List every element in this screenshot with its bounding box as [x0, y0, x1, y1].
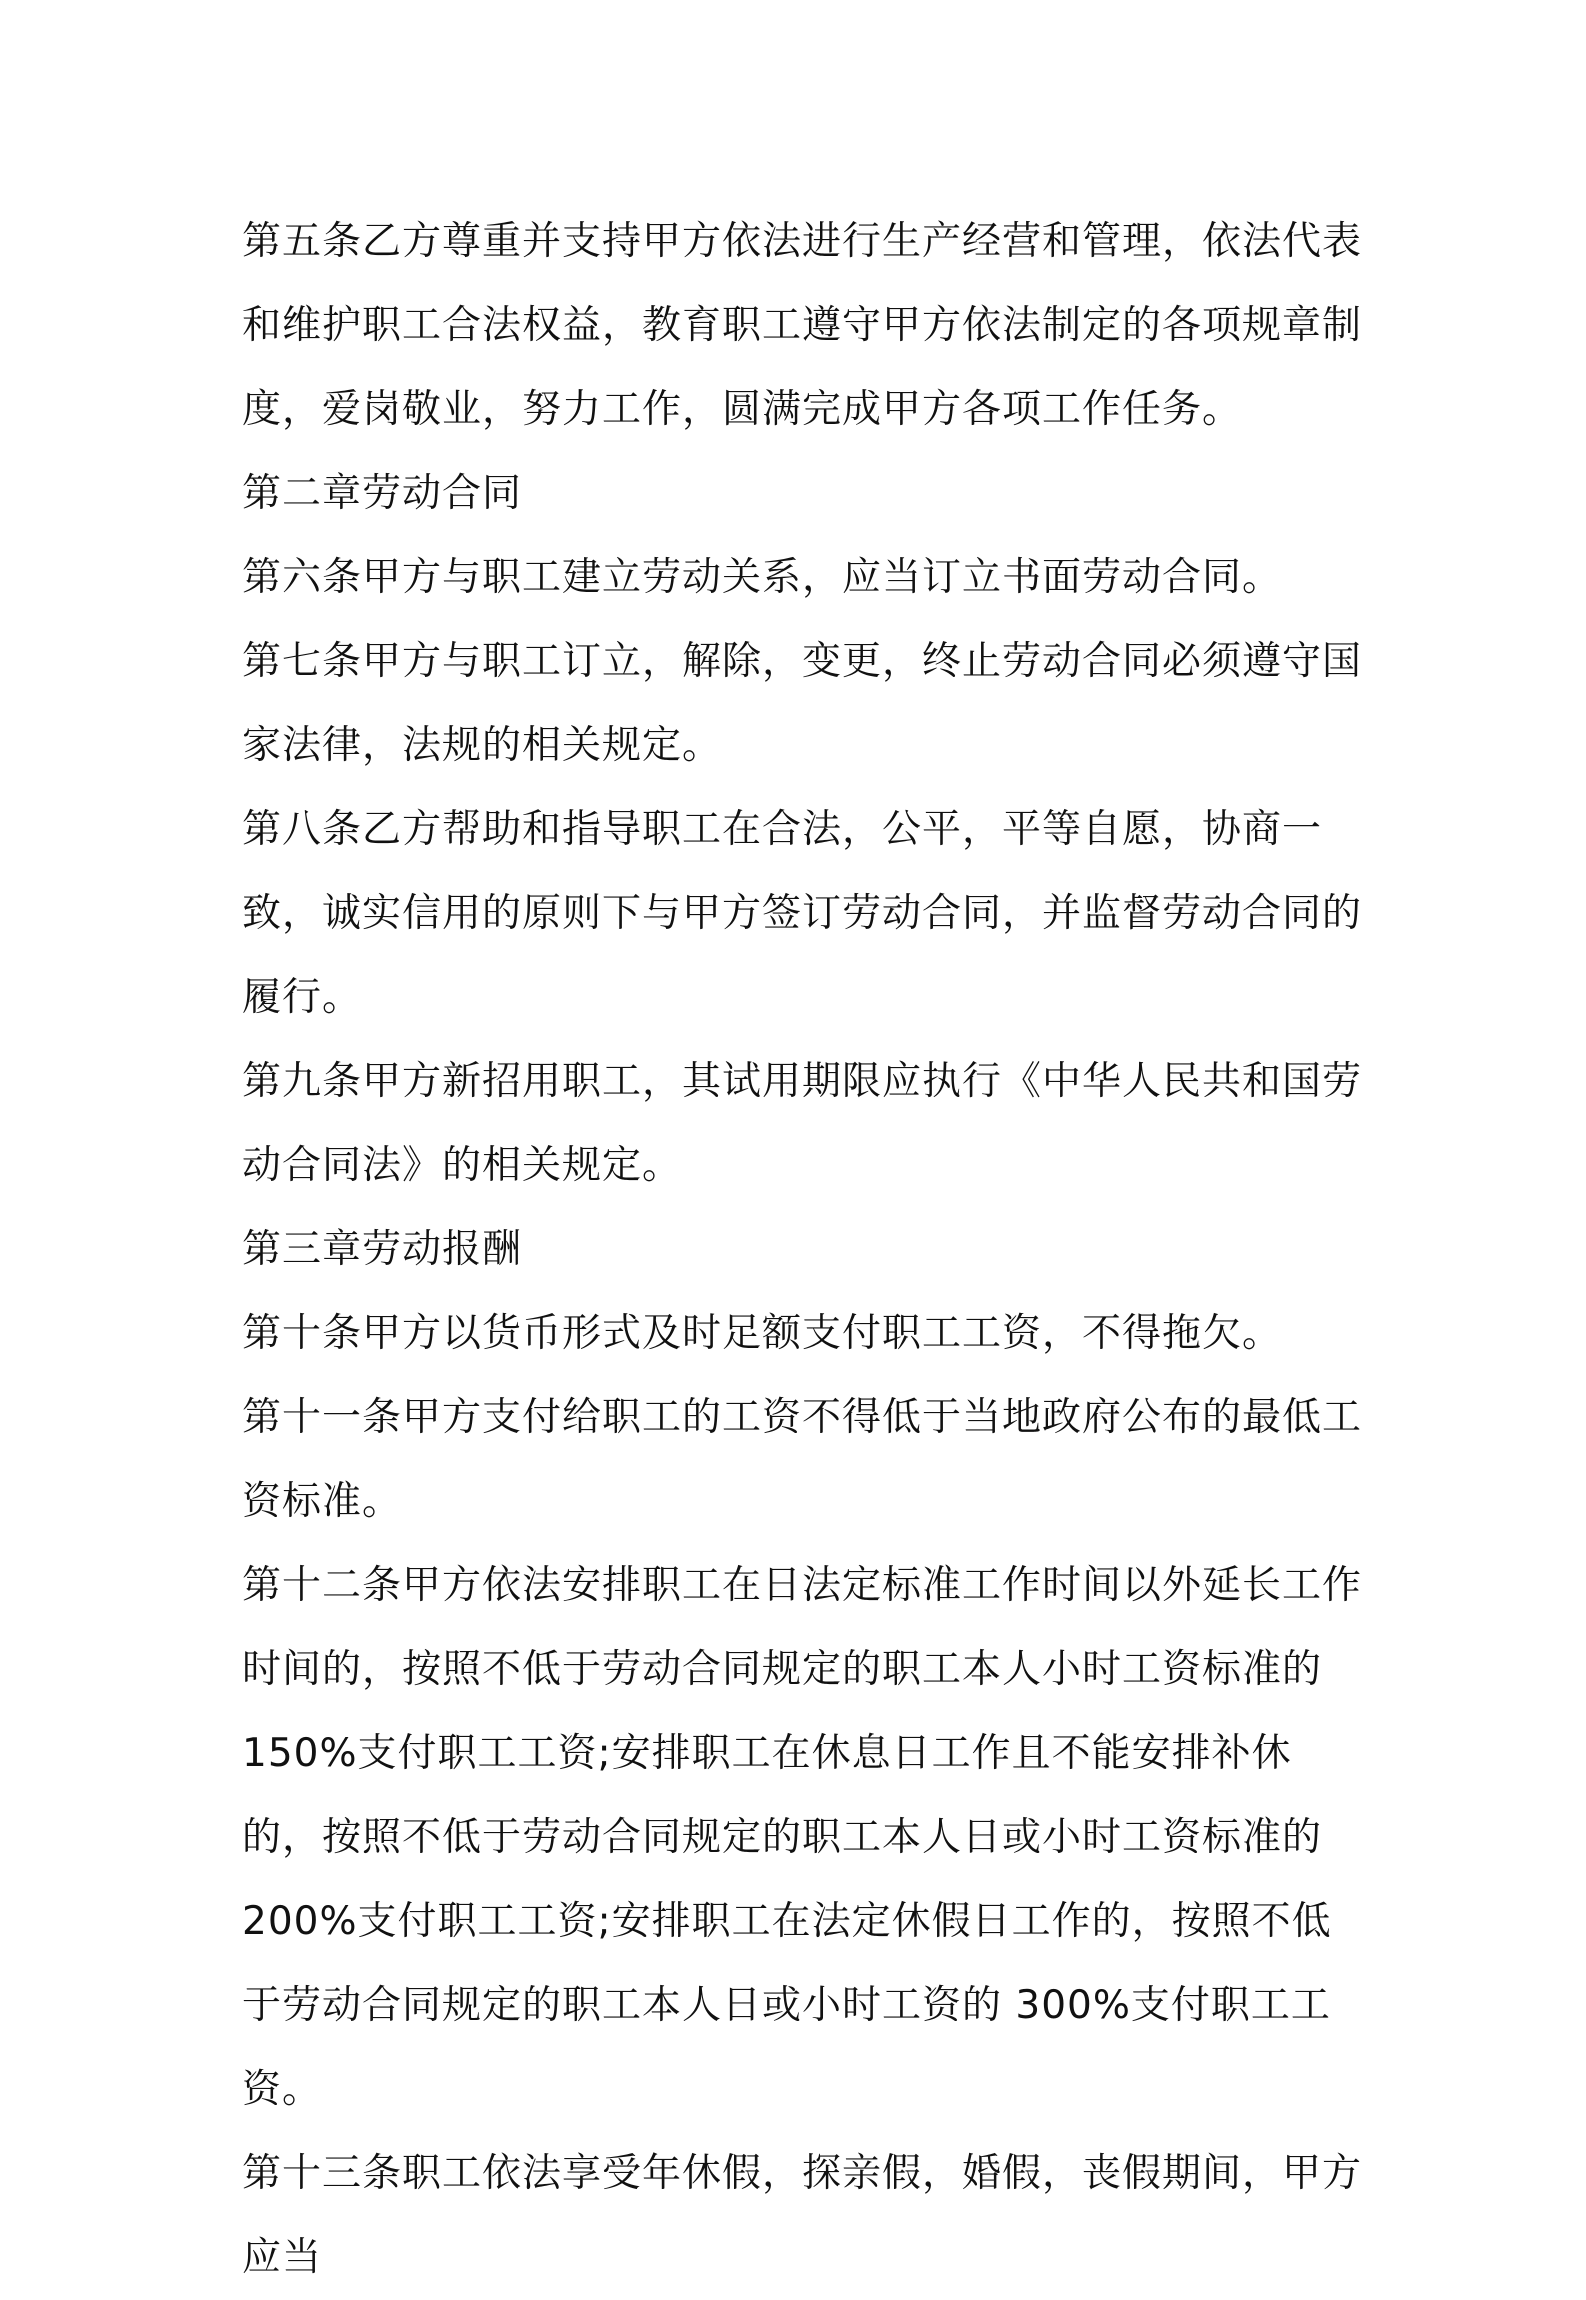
article-9: 第九条甲方新招用职工，其试用期限应执行《中华人民共和国劳动合同法》的相关规定。 — [242, 1059, 1363, 1188]
article-8: 第八条乙方帮助和指导职工在合法，公平，平等自愿，协商一致，诚实信用的原则下与甲方签订劳动合同，并监督劳动合同的履行。 — [242, 807, 1363, 1020]
chapter-2-heading: 第二章劳动合同 — [242, 471, 523, 516]
article-11: 第十一条甲方支付给职工的工资不得低于当地政府公布的最低工资标准。 — [242, 1395, 1363, 1524]
article-10: 第十条甲方以货币形式及时足额支付职工工资，不得拖欠。 — [242, 1311, 1283, 1356]
article-13: 第十三条职工依法享受年休假，探亲假，婚假，丧假期间，甲方应当 — [242, 2151, 1363, 2280]
article-7: 第七条甲方与职工订立，解除，变更，终止劳动合同必须遵守国家法律，法规的相关规定。 — [242, 639, 1363, 768]
article-12: 第十二条甲方依法安排职工在日法定标准工作时间以外延长工作时间的，按照不低于劳动合同规定的职工本人小时工资标准的 150%支付职工工资;安排职工在休息日工作且不能安排补休的，按照不低于劳动合同规定的职工本人日或小时工资标准的 200%支付职工工资;安排职工在法定休假日工作的，按照不低于劳动合同规定的职工本人日或小时工资的 300%支付职工工资。 — [242, 1563, 1363, 2112]
article-6: 第六条甲方与职工建立劳动关系，应当订立书面劳动合同。 — [242, 555, 1283, 600]
article-5: 第五条乙方尊重并支持甲方依法进行生产经营和管理，依法代表和维护职工合法权益，教育职工遵守甲方依法制定的各项规章制度，爱岗敬业，努力工作，圆满完成甲方各项工作任务。 — [242, 219, 1363, 432]
document-body — [242, 200, 1362, 2300]
chapter-3-heading: 第三章劳动报酬 — [242, 1227, 523, 1272]
